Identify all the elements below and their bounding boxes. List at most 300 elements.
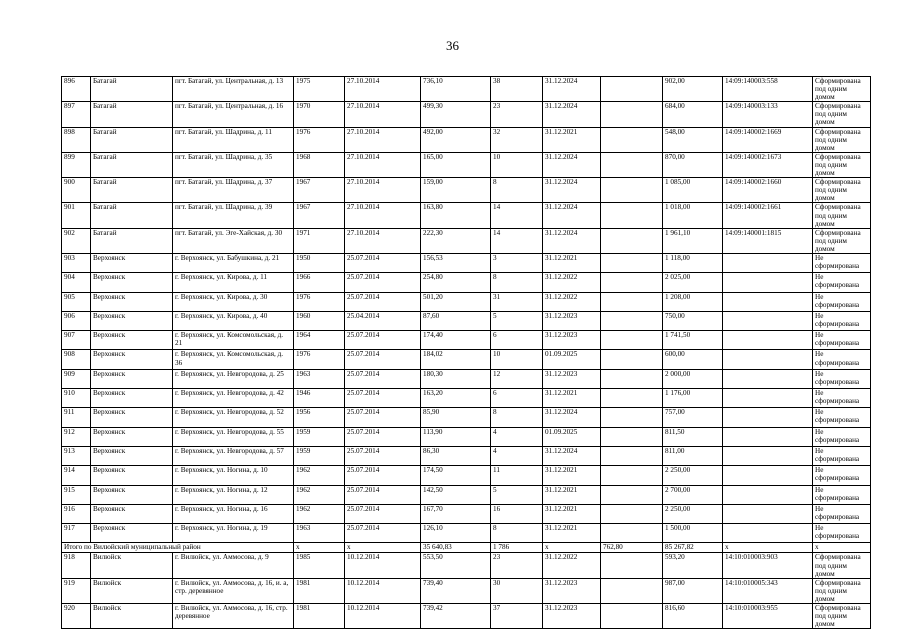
table-row: [62, 578, 871, 603]
settlement-cell: Батагай: [91, 77, 173, 102]
cost-cell: 1 208,00: [663, 292, 723, 311]
cadastral-number-cell: [723, 292, 813, 311]
table-row: [62, 152, 871, 177]
extra-cell: [601, 485, 663, 504]
status-cell: Сформирована под одним домом: [813, 553, 871, 578]
residents-cell: 12: [491, 369, 543, 388]
extra-cell: [601, 369, 663, 388]
address-cell: пгт. Батагай, ул. Центральная, д. 16: [173, 102, 294, 127]
total-label: Итого по Вилюйский муниципальный район: [62, 543, 294, 553]
date-cell: 25.07.2014: [345, 292, 421, 311]
residents-cell: 37: [491, 603, 543, 628]
area-cell: 163,80: [421, 203, 491, 228]
year-built-cell: 1967: [294, 178, 345, 203]
extra-cell: [601, 389, 663, 408]
deadline-cell: 31.12.2021: [543, 127, 601, 152]
cost-cell: 811,00: [663, 446, 723, 465]
total-area-cell: 35 640,83: [421, 543, 491, 553]
address-cell: г. Верхоянск, ул. Невгородова, д. 57: [173, 446, 294, 465]
extra-cell: [601, 466, 663, 485]
deadline-cell: 31.12.2024: [543, 178, 601, 203]
settlement-cell: Верхоянск: [91, 446, 173, 465]
cadastral-number-cell: [723, 466, 813, 485]
cadastral-number-cell: [723, 524, 813, 543]
deadline-cell: 31.12.2021: [543, 504, 601, 523]
extra-cell: [601, 524, 663, 543]
row-number-cell: 896: [62, 77, 91, 102]
cadastral-number-cell: [723, 504, 813, 523]
area-cell: 87,60: [421, 311, 491, 330]
deadline-cell: 31.12.2022: [543, 553, 601, 578]
cost-cell: 1 085,00: [663, 178, 723, 203]
year-built-cell: 1956: [294, 408, 345, 427]
cadastral-number-cell: 14:09:140002:1669: [723, 127, 813, 152]
year-built-cell: 1946: [294, 389, 345, 408]
year-built-cell: 1981: [294, 578, 345, 603]
total-res-cell: 1 786: [491, 543, 543, 553]
year-built-cell: 1976: [294, 292, 345, 311]
cadastral-number-cell: 14:09:140002:1661: [723, 203, 813, 228]
area-cell: 180,30: [421, 369, 491, 388]
residents-cell: 3: [491, 253, 543, 272]
status-cell: Сформирована под одним домом: [813, 228, 871, 253]
extra-cell: [601, 331, 663, 350]
cadastral-number-cell: 14:09:140002:1673: [723, 152, 813, 177]
settlement-cell: Верхоянск: [91, 485, 173, 504]
area-cell: 86,30: [421, 446, 491, 465]
settlement-cell: Верхоянск: [91, 408, 173, 427]
table-row: [62, 292, 871, 311]
address-cell: г. Верхоянск, ул. Невгородова, д. 25: [173, 369, 294, 388]
residents-cell: 8: [491, 524, 543, 543]
status-cell: Не сформирована: [813, 350, 871, 369]
extra-cell: [601, 228, 663, 253]
extra-cell: [601, 408, 663, 427]
cadastral-number-cell: [723, 389, 813, 408]
cost-cell: 987,00: [663, 578, 723, 603]
date-cell: 25.07.2014: [345, 466, 421, 485]
area-cell: 163,20: [421, 389, 491, 408]
settlement-cell: Батагай: [91, 102, 173, 127]
residents-cell: 5: [491, 485, 543, 504]
deadline-cell: 31.12.2023: [543, 603, 601, 628]
address-cell: пгт. Батагай, ул. Шадрина, д. 39: [173, 203, 294, 228]
status-cell: Не сформирована: [813, 466, 871, 485]
settlement-cell: Батагай: [91, 203, 173, 228]
extra-cell: [601, 178, 663, 203]
residents-cell: 32: [491, 127, 543, 152]
extra-cell: [601, 152, 663, 177]
cadastral-number-cell: [723, 408, 813, 427]
extra-cell: [601, 253, 663, 272]
area-cell: 142,50: [421, 485, 491, 504]
table-row: [62, 427, 871, 446]
year-built-cell: 1975: [294, 77, 345, 102]
cost-cell: 811,50: [663, 427, 723, 446]
row-number-cell: 897: [62, 102, 91, 127]
deadline-cell: 31.12.2022: [543, 273, 601, 292]
settlement-cell: Батагай: [91, 152, 173, 177]
area-cell: 736,10: [421, 77, 491, 102]
date-cell: 25.07.2014: [345, 273, 421, 292]
year-built-cell: 1971: [294, 228, 345, 253]
status-cell: Сформирована под одним домом: [813, 178, 871, 203]
deadline-cell: 31.12.2021: [543, 466, 601, 485]
year-built-cell: 1959: [294, 427, 345, 446]
cadastral-number-cell: [723, 273, 813, 292]
table-row: [62, 504, 871, 523]
residents-cell: 10: [491, 350, 543, 369]
extra-cell: [601, 553, 663, 578]
address-cell: г. Верхоянск, ул. Бабушкина, д. 21: [173, 253, 294, 272]
row-number-cell: 898: [62, 127, 91, 152]
row-number-cell: 903: [62, 253, 91, 272]
row-number-cell: 909: [62, 369, 91, 388]
address-cell: пгт. Батагай, ул. Шадрина, д. 11: [173, 127, 294, 152]
table-row: [62, 253, 871, 272]
area-cell: 165,00: [421, 152, 491, 177]
deadline-cell: 31.12.2021: [543, 524, 601, 543]
address-cell: г. Верхоянск, ул. Комсомольская, д. 21: [173, 331, 294, 350]
cost-cell: 2 700,00: [663, 485, 723, 504]
residents-cell: 23: [491, 102, 543, 127]
cadastral-number-cell: [723, 427, 813, 446]
deadline-cell: 31.12.2023: [543, 578, 601, 603]
area-cell: 184,02: [421, 350, 491, 369]
cadastral-number-cell: [723, 331, 813, 350]
table-body: [62, 77, 871, 629]
settlement-cell: Верхоянск: [91, 331, 173, 350]
area-cell: 222,30: [421, 228, 491, 253]
total-extra-cell: 762,80: [601, 543, 663, 553]
year-built-cell: 1962: [294, 485, 345, 504]
status-cell: Сформирована под одним домом: [813, 127, 871, 152]
table-row: [62, 408, 871, 427]
date-cell: 25.04.2014: [345, 311, 421, 330]
year-built-cell: 1968: [294, 152, 345, 177]
cost-cell: 1 500,00: [663, 524, 723, 543]
table-row: [62, 369, 871, 388]
row-number-cell: 899: [62, 152, 91, 177]
settlement-cell: Батагай: [91, 228, 173, 253]
cost-cell: 684,00: [663, 102, 723, 127]
address-cell: г. Верхоянск, ул. Невгородова, д. 52: [173, 408, 294, 427]
housing-registry-table: [61, 76, 871, 629]
address-cell: пгт. Батагай, ул. Эге-Хайская, д. 30: [173, 228, 294, 253]
cadastral-number-cell: [723, 311, 813, 330]
area-cell: 174,50: [421, 466, 491, 485]
address-cell: г. Верхоянск, ул. Ногина, д. 16: [173, 504, 294, 523]
cost-cell: 1 118,00: [663, 253, 723, 272]
cadastral-number-cell: [723, 350, 813, 369]
cost-cell: 600,00: [663, 350, 723, 369]
cost-cell: 2 250,00: [663, 466, 723, 485]
status-cell: Сформирована под одним домом: [813, 152, 871, 177]
date-cell: 25.07.2014: [345, 331, 421, 350]
row-number-cell: 915: [62, 485, 91, 504]
table-row: [62, 228, 871, 253]
table-row: [62, 389, 871, 408]
deadline-cell: 31.12.2024: [543, 77, 601, 102]
year-built-cell: 1967: [294, 203, 345, 228]
cost-cell: 1 961,10: [663, 228, 723, 253]
deadline-cell: 31.12.2024: [543, 228, 601, 253]
settlement-cell: Вилюйск: [91, 603, 173, 628]
settlement-cell: Верхоянск: [91, 389, 173, 408]
table-row: [62, 446, 871, 465]
settlement-cell: Вилюйск: [91, 553, 173, 578]
deadline-cell: 31.12.2023: [543, 331, 601, 350]
extra-cell: [601, 102, 663, 127]
table-row: [62, 331, 871, 350]
cadastral-number-cell: 14:09:140003:558: [723, 77, 813, 102]
area-cell: 492,00: [421, 127, 491, 152]
table-row: [62, 485, 871, 504]
page-number: 36: [446, 38, 459, 53]
deadline-cell: 31.12.2024: [543, 446, 601, 465]
address-cell: г. Верхоянск, ул. Ногина, д. 10: [173, 466, 294, 485]
residents-cell: 8: [491, 273, 543, 292]
table-row: [62, 553, 871, 578]
area-cell: 156,53: [421, 253, 491, 272]
settlement-cell: Верхоянск: [91, 524, 173, 543]
cost-cell: 2 025,00: [663, 273, 723, 292]
cadastral-number-cell: 14:09:140002:1660: [723, 178, 813, 203]
table-row: [62, 466, 871, 485]
settlement-cell: Верхоянск: [91, 292, 173, 311]
deadline-cell: 31.12.2022: [543, 292, 601, 311]
address-cell: г. Верхоянск, ул. Кирова, д. 30: [173, 292, 294, 311]
date-cell: 25.07.2014: [345, 408, 421, 427]
table-row: [62, 350, 871, 369]
row-number-cell: 901: [62, 203, 91, 228]
date-cell: 25.07.2014: [345, 427, 421, 446]
table-row: [62, 203, 871, 228]
cost-cell: 2 250,00: [663, 504, 723, 523]
status-cell: Не сформирована: [813, 408, 871, 427]
settlement-cell: Верхоянск: [91, 504, 173, 523]
area-cell: 159,00: [421, 178, 491, 203]
settlement-cell: Верхоянск: [91, 253, 173, 272]
row-number-cell: 920: [62, 603, 91, 628]
cost-cell: 757,00: [663, 408, 723, 427]
row-number-cell: 900: [62, 178, 91, 203]
settlement-cell: Батагай: [91, 127, 173, 152]
address-cell: г. Верхоянск, ул. Комсомольская, д. 36: [173, 350, 294, 369]
row-number-cell: 913: [62, 446, 91, 465]
area-cell: 499,30: [421, 102, 491, 127]
address-cell: г. Вилюйск, ул. Аммосова, д. 16, и. а, стр. деревянное: [173, 578, 294, 603]
area-cell: 167,70: [421, 504, 491, 523]
year-built-cell: 1966: [294, 273, 345, 292]
deadline-cell: 31.12.2024: [543, 102, 601, 127]
year-built-cell: 1960: [294, 311, 345, 330]
table-row: [62, 603, 871, 628]
table-row: [62, 127, 871, 152]
table-row: [62, 311, 871, 330]
date-cell: 27.10.2014: [345, 102, 421, 127]
settlement-cell: Верхоянск: [91, 350, 173, 369]
total-date-cell: х: [345, 543, 421, 553]
row-number-cell: 911: [62, 408, 91, 427]
table-row: [62, 524, 871, 543]
residents-cell: 8: [491, 178, 543, 203]
residents-cell: 16: [491, 504, 543, 523]
address-cell: г. Верхоянск, ул. Невгородова, д. 55: [173, 427, 294, 446]
status-cell: Не сформирована: [813, 369, 871, 388]
date-cell: 25.07.2014: [345, 350, 421, 369]
cost-cell: 1 176,00: [663, 389, 723, 408]
date-cell: 27.10.2014: [345, 228, 421, 253]
address-cell: пгт. Батагай, ул. Шадрина, д. 37: [173, 178, 294, 203]
status-cell: Не сформирована: [813, 504, 871, 523]
settlement-cell: Верхоянск: [91, 466, 173, 485]
cadastral-number-cell: 14:09:140003:133: [723, 102, 813, 127]
total-status-cell: х: [813, 543, 871, 553]
date-cell: 25.07.2014: [345, 253, 421, 272]
table-row: [62, 77, 871, 102]
residents-cell: 30: [491, 578, 543, 603]
row-number-cell: 914: [62, 466, 91, 485]
status-cell: Сформирована под одним домом: [813, 77, 871, 102]
row-number-cell: 917: [62, 524, 91, 543]
year-built-cell: 1976: [294, 127, 345, 152]
date-cell: 25.07.2014: [345, 504, 421, 523]
area-cell: 254,80: [421, 273, 491, 292]
extra-cell: [601, 77, 663, 102]
area-cell: 739,40: [421, 578, 491, 603]
deadline-cell: 31.12.2024: [543, 203, 601, 228]
status-cell: Не сформирована: [813, 253, 871, 272]
deadline-cell: 31.12.2024: [543, 408, 601, 427]
date-cell: 25.07.2014: [345, 485, 421, 504]
row-number-cell: 919: [62, 578, 91, 603]
residents-cell: 14: [491, 203, 543, 228]
row-number-cell: 916: [62, 504, 91, 523]
row-number-cell: 907: [62, 331, 91, 350]
year-built-cell: 1964: [294, 331, 345, 350]
year-built-cell: 1950: [294, 253, 345, 272]
date-cell: 10.12.2014: [345, 578, 421, 603]
extra-cell: [601, 203, 663, 228]
year-built-cell: 1963: [294, 524, 345, 543]
date-cell: 27.10.2014: [345, 77, 421, 102]
address-cell: г. Верхоянск, ул. Ногина, д. 12: [173, 485, 294, 504]
date-cell: 27.10.2014: [345, 152, 421, 177]
extra-cell: [601, 273, 663, 292]
status-cell: Сформирована под одним домом: [813, 102, 871, 127]
extra-cell: [601, 446, 663, 465]
area-cell: 174,40: [421, 331, 491, 350]
year-built-cell: 1963: [294, 369, 345, 388]
status-cell: Не сформирована: [813, 446, 871, 465]
date-cell: 25.07.2014: [345, 369, 421, 388]
residents-cell: 4: [491, 427, 543, 446]
year-built-cell: 1985: [294, 553, 345, 578]
row-number-cell: 912: [62, 427, 91, 446]
row-number-cell: 918: [62, 553, 91, 578]
row-number-cell: 906: [62, 311, 91, 330]
residents-cell: 11: [491, 466, 543, 485]
cost-cell: 1 741,50: [663, 331, 723, 350]
cost-cell: 1 018,00: [663, 203, 723, 228]
status-cell: Сформирована под одним домом: [813, 603, 871, 628]
extra-cell: [601, 504, 663, 523]
cadastral-number-cell: 14:09:140001:1815: [723, 228, 813, 253]
total-cad-cell: х: [723, 543, 813, 553]
date-cell: 10.12.2014: [345, 553, 421, 578]
deadline-cell: 31.12.2023: [543, 369, 601, 388]
area-cell: 126,10: [421, 524, 491, 543]
residents-cell: 31: [491, 292, 543, 311]
address-cell: пгт. Батагай, ул. Шадрина, д. 35: [173, 152, 294, 177]
cost-cell: 816,60: [663, 603, 723, 628]
total-row: [62, 543, 871, 553]
row-number-cell: 904: [62, 273, 91, 292]
settlement-cell: Батагай: [91, 178, 173, 203]
extra-cell: [601, 127, 663, 152]
address-cell: г. Верхоянск, ул. Кирова, д. 11: [173, 273, 294, 292]
area-cell: 113,90: [421, 427, 491, 446]
year-built-cell: 1962: [294, 504, 345, 523]
status-cell: Не сформирована: [813, 524, 871, 543]
status-cell: Не сформирована: [813, 311, 871, 330]
residents-cell: 5: [491, 311, 543, 330]
date-cell: 27.10.2014: [345, 203, 421, 228]
cost-cell: 870,00: [663, 152, 723, 177]
deadline-cell: 31.12.2024: [543, 152, 601, 177]
address-cell: г. Верхоянск, ул. Кирова, д. 40: [173, 311, 294, 330]
settlement-cell: Верхоянск: [91, 311, 173, 330]
address-cell: г. Верхоянск, ул. Ногина, д. 19: [173, 524, 294, 543]
deadline-cell: 31.12.2023: [543, 311, 601, 330]
table-row: [62, 273, 871, 292]
date-cell: 27.10.2014: [345, 178, 421, 203]
total-deadline-cell: х: [543, 543, 601, 553]
extra-cell: [601, 578, 663, 603]
cost-cell: 750,00: [663, 311, 723, 330]
deadline-cell: 31.12.2021: [543, 253, 601, 272]
deadline-cell: 31.12.2021: [543, 485, 601, 504]
residents-cell: 14: [491, 228, 543, 253]
cadastral-number-cell: 14:10:010005:343: [723, 578, 813, 603]
date-cell: 27.10.2014: [345, 127, 421, 152]
cost-cell: 902,00: [663, 77, 723, 102]
cadastral-number-cell: 14:10:010003:903: [723, 553, 813, 578]
address-cell: г. Верхоянск, ул. Невгородова, д. 42: [173, 389, 294, 408]
row-number-cell: 902: [62, 228, 91, 253]
status-cell: Не сформирована: [813, 427, 871, 446]
address-cell: пгт. Батагай, ул. Центральная, д. 13: [173, 77, 294, 102]
cost-cell: 593,20: [663, 553, 723, 578]
settlement-cell: Вилюйск: [91, 578, 173, 603]
year-built-cell: 1962: [294, 466, 345, 485]
residents-cell: 6: [491, 389, 543, 408]
extra-cell: [601, 311, 663, 330]
deadline-cell: 31.12.2021: [543, 389, 601, 408]
status-cell: Не сформирована: [813, 389, 871, 408]
year-built-cell: 1976: [294, 350, 345, 369]
cost-cell: 548,00: [663, 127, 723, 152]
extra-cell: [601, 292, 663, 311]
row-number-cell: 905: [62, 292, 91, 311]
total-cost-cell: 85 267,82: [663, 543, 723, 553]
residents-cell: 10: [491, 152, 543, 177]
status-cell: Не сформирована: [813, 485, 871, 504]
date-cell: 25.07.2014: [345, 446, 421, 465]
cadastral-number-cell: 14:10:010003:955: [723, 603, 813, 628]
residents-cell: 4: [491, 446, 543, 465]
